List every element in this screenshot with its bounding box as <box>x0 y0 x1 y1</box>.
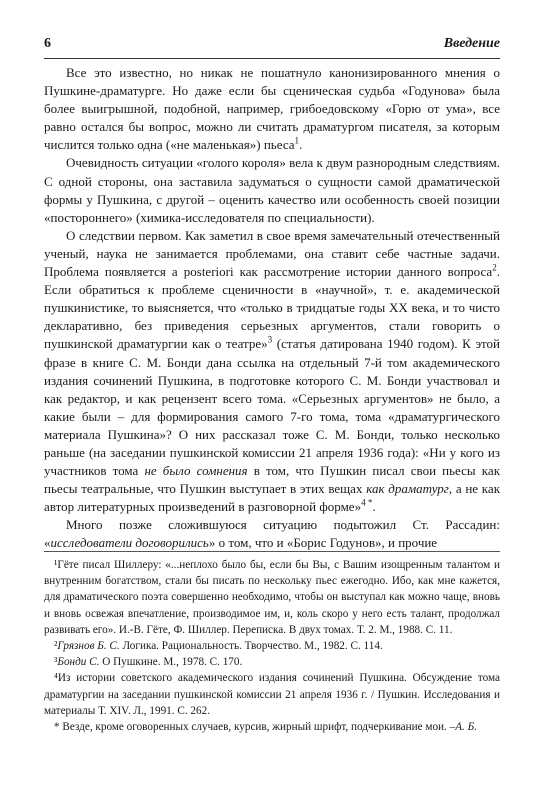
footnote-ref-2[interactable]: 2 <box>492 262 497 273</box>
footnote-4: ⁴Из истории советского академического издания сочинений Пушкина. Обсуждение тома драматургии на заседании пушкинской комиссии 21 апреля 1936 г. / Пушкин. Исследования и материалы Т. XIV. Л., 1991. С. 262. <box>44 672 500 717</box>
header-rule <box>44 58 500 59</box>
footnote-ref-1[interactable]: 1 <box>294 136 300 147</box>
paragraph-1: Все это известно, но никак не пошатнуло канонизированного мнения о Пушкине-драматурге. Но даже если бы сценическая судьба «Годунова» была более выигрышной, подобной, например, грибоедовскому «Горю от ума», все равно остался бы вопрос, можно ли считать драматургом писателя, за которым числится только одна («не маленькая») пьеса$^1$. <box>44 65 500 153</box>
paragraph-2: Очевидность ситуации «голого короля» вела к двум разнородным следствиям. С одной стороны, она заставила задуматься о сущности самой драматической формы у Пушкина, с другой – оценить качество или особенность своей позиции «постороннего» (химика-исследователя по специальности). <box>44 155 500 225</box>
emphasis-text: не было сомнения <box>144 463 248 479</box>
footnote-3: ³Бонди С. О Пушкине. М., 1978. С. 170. <box>54 656 243 669</box>
paragraph-4: Много позже сложившуюся ситуацию подытожил Ст. Рассадин: «исследователи договорились» о том, что и «Борис Годунов», и прочие <box>44 517 500 551</box>
running-header <box>44 36 500 54</box>
footnote-author-note: * Везде, кроме оговоренных случаев, курсив, жирный шрифт, подчеркивание мои. –А. Б. <box>54 721 478 734</box>
main-text <box>44 64 500 553</box>
footnote-ref-3[interactable]: 3 <box>267 335 273 346</box>
emphasis-text: исследователи договорились <box>50 535 209 551</box>
section-title: Введение <box>443 36 500 51</box>
footnotes <box>44 557 500 735</box>
footnote-2: ²Грязнов Б. С. Логика. Рациональность. Творчество. М., 1982. С. 114. <box>54 640 383 653</box>
footnote-rule <box>44 551 500 552</box>
emphasis-text: как драматург, <box>366 481 453 497</box>
page-number: 6 <box>44 36 51 51</box>
footnote-ref-4[interactable]: 4 * <box>361 497 373 508</box>
paragraph-3: О следствии первом. Как заметил в свое время замечательный отечественный ученый, наука не занимается проблемами, она ставит себе частные задачи. Проблема появляется a posteriori как рассмотрение истории данного вопроса$^2$. Если обратиться к проблеме сценичности в «научной», т. е. академической пушкинистике, то выясняется, что «только в тридцатые годы XX века, и то чисто декларативно, без приведения серьезных аргументов, стали говорить о пушкинской драматургии как о театре»$^3$ (статья датирована 1940 годом). К этой фразе в книге С. М. Бонди дана ссылка на отдельный 7-й том академического издания сочинений Пушкина, в подготовке которого С. М. Бонди участвовал и как редактор, и как рецензент всего тома. «Серьезных аргументов» не было, а какие были – для формирования самого 7-го тома, тома «драматургического материала Пушкина»? О них рассказал тоже С. М. Бонди, только несколько раньше (на заседании пушкинской комиссии 21 апреля 1936 года): «Ни у кого из участников тома не было сомнения в том, что Пушкин писал свои пьесы как пьесы театральные, что Пушкин выступает в этих вещах как драматург, а не как автор литературных произведений в разговорной форме»$^{4 *}$. <box>44 227 501 515</box>
footnote-1: ¹Гёте писал Шиллеру: «...неплохо было бы, если бы Вы, с Вашим изощренным талантом и внутренним богатством, стали бы писать по нескольку пьес ежегодно. Ибо, как мне кажется, для драматического поэта совершенно необходимо, чтобы он выступал как можно чаще, вновь и вновь освежая впечатление, производимое им, и, коль скоро у него есть талант, продолжал развивать его». И.-В. Гёте, Ф. Шиллер. Переписка. В двух томах. Т. 2. М., 1988. С. 11. <box>44 559 500 636</box>
